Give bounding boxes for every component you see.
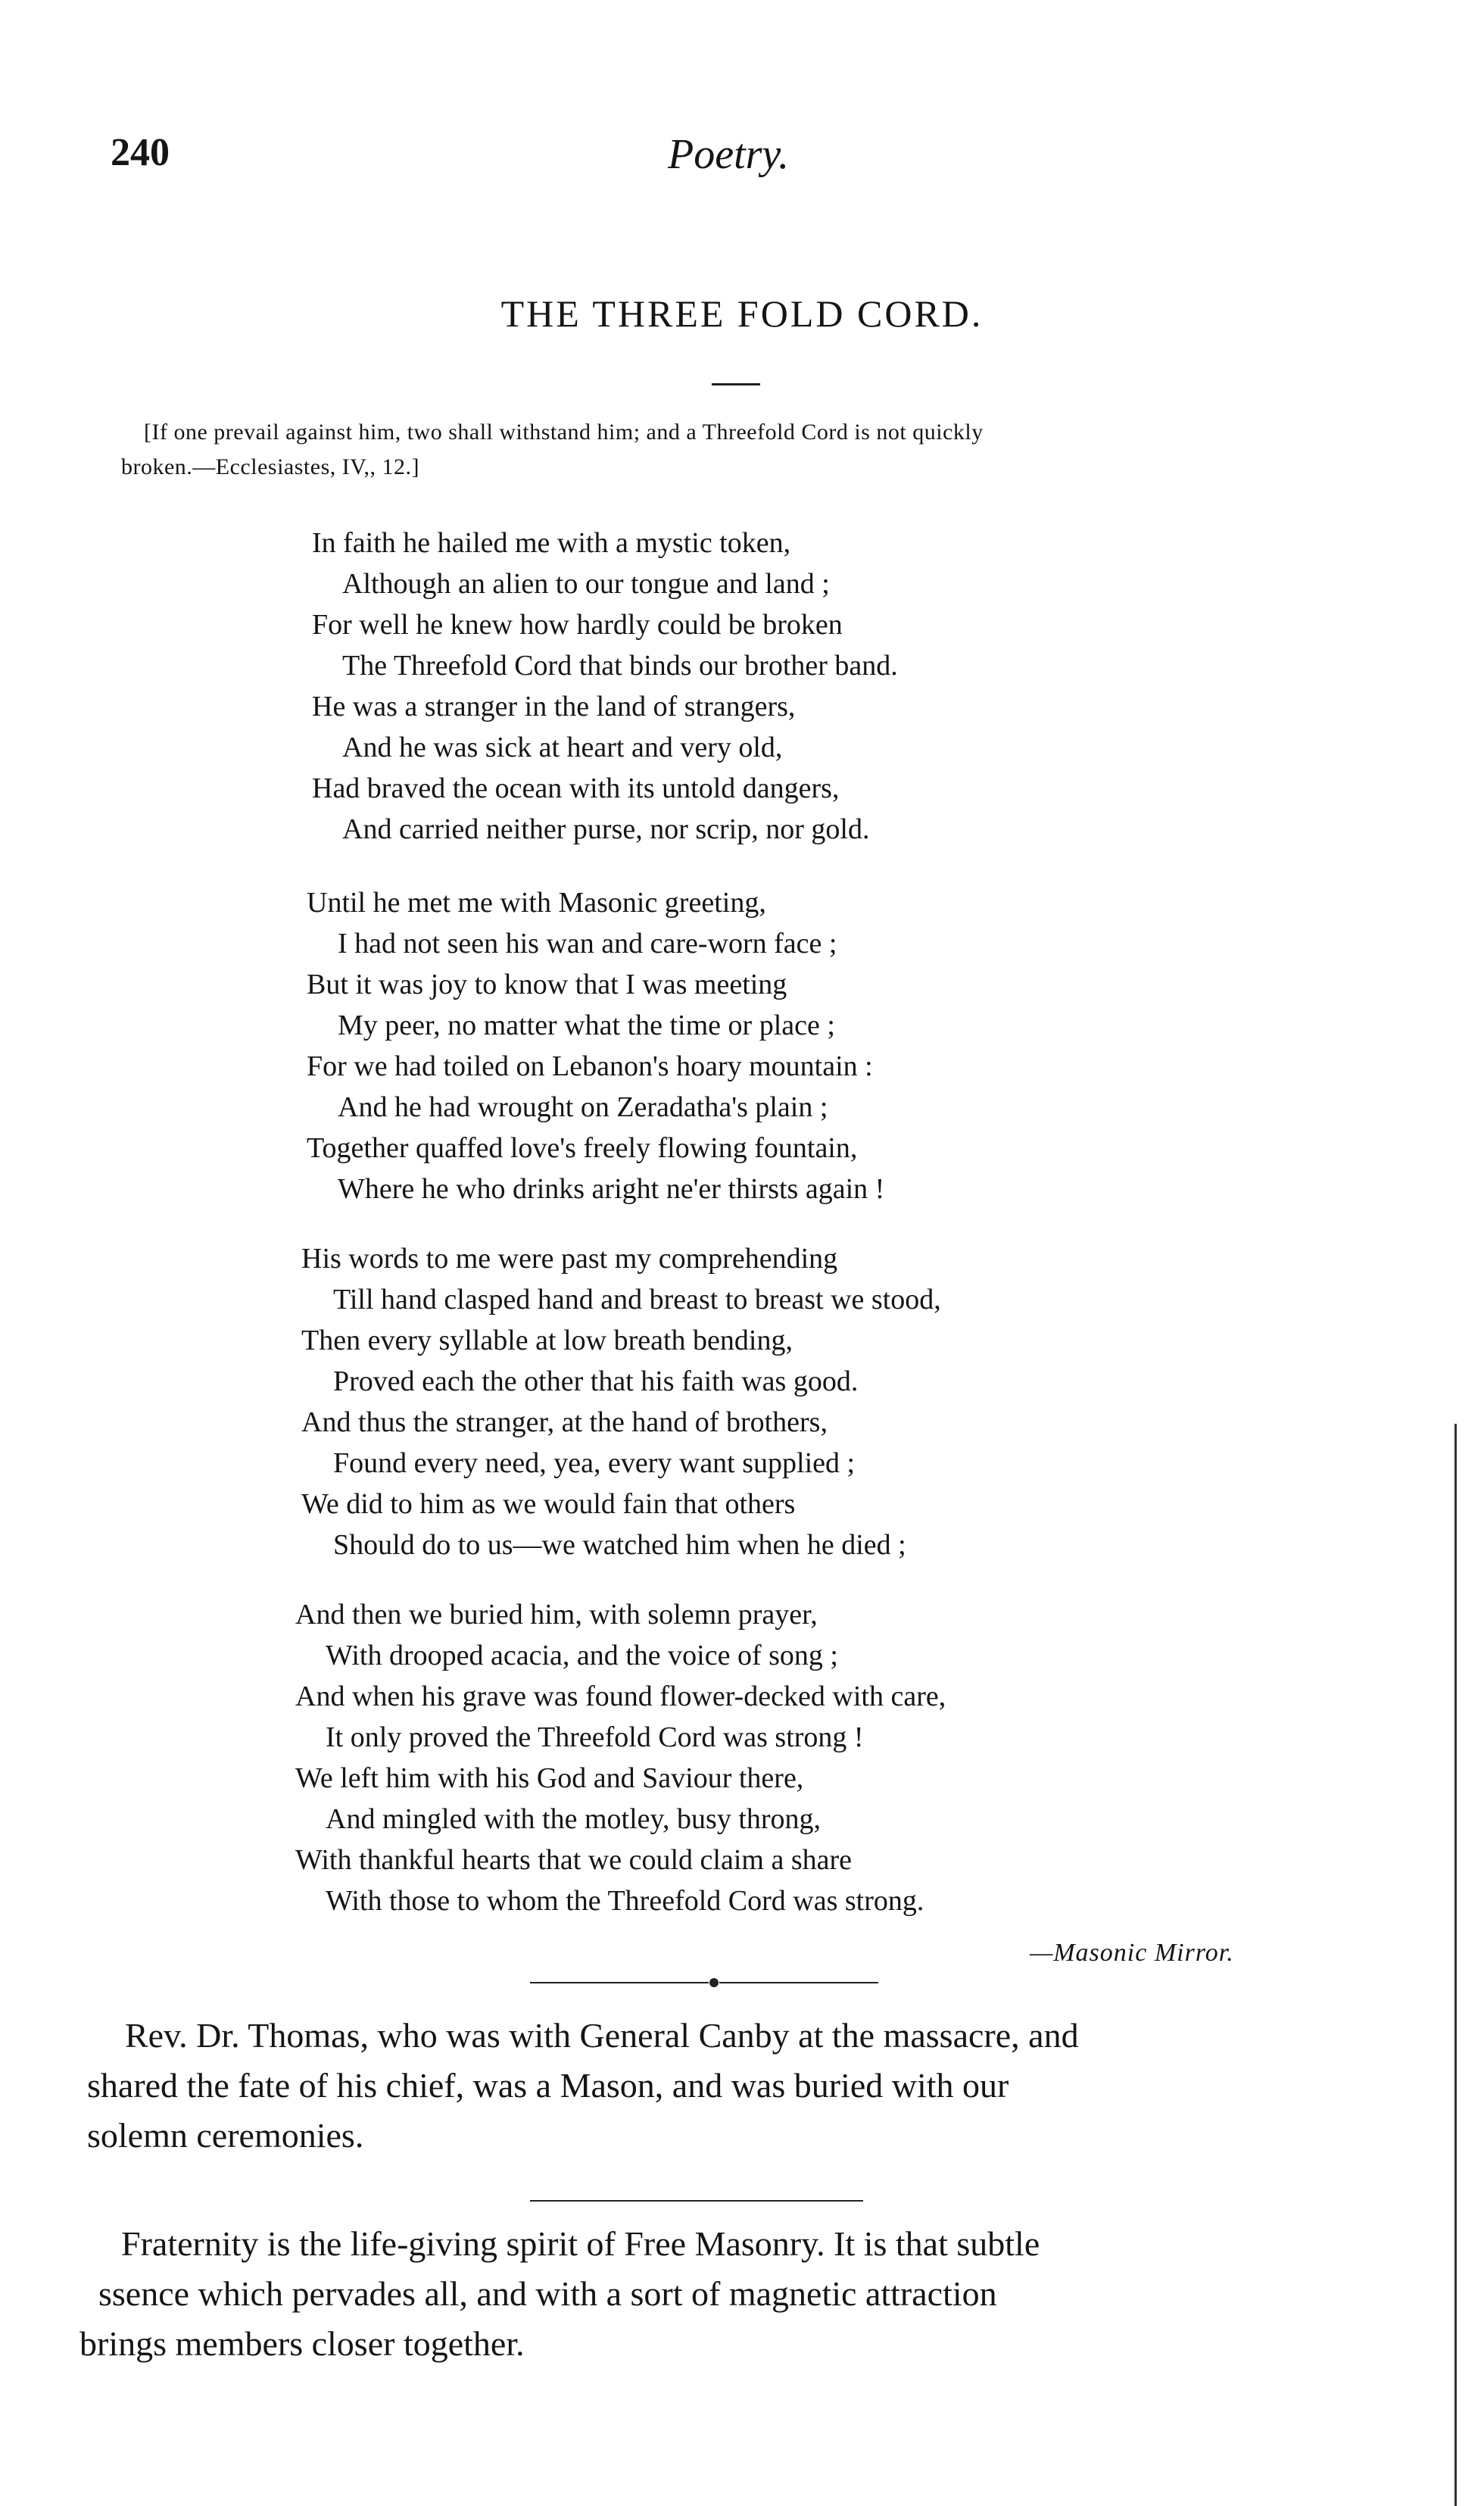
poem-line: But it was joy to know that I was meeting bbox=[307, 969, 787, 1000]
epigraph-line: [If one prevail against him, two shall withstand him; and a Threefold Cord is not quickly bbox=[144, 420, 984, 445]
poem-line: Found every need, yea, every want supplied ; bbox=[333, 1447, 856, 1479]
poem-line: With drooped acacia, and the voice of song ; bbox=[326, 1640, 838, 1671]
poem-line: And he was sick at heart and very old, bbox=[342, 732, 783, 763]
poem-line: Together quaffed love's freely flowing fountain, bbox=[307, 1132, 858, 1164]
poem-line: And thus the stranger, at the hand of brothers, bbox=[301, 1406, 828, 1438]
note-line: Fraternity is the life-giving spirit of Free Masonry. It is that subtle bbox=[121, 2224, 1040, 2263]
poem-line: It only proved the Threefold Cord was strong ! bbox=[326, 1721, 864, 1753]
epigraph bbox=[121, 415, 1370, 485]
poem-line: Should do to us—we watched him when he died ; bbox=[333, 1529, 906, 1561]
poem-line: And carried neither purse, nor scrip, nor gold. bbox=[342, 813, 870, 845]
ornament-dot bbox=[709, 1978, 719, 1987]
poem-attribution: —Masonic Mirror. bbox=[1030, 1939, 1234, 1967]
poem-line: With thankful hearts that we could claim a share bbox=[295, 1844, 852, 1876]
note-paragraph-1 bbox=[87, 2011, 1079, 2161]
note-line: brings members closer together. bbox=[80, 2324, 525, 2363]
poem-line: I had not seen his wan and care-worn face ; bbox=[338, 928, 837, 960]
poem-line: And when his grave was found flower-decked with care, bbox=[295, 1681, 946, 1712]
poem-line: And mingled with the motley, busy throng, bbox=[326, 1803, 822, 1835]
poem-line: In faith he hailed me with a mystic token, bbox=[312, 527, 791, 559]
title-rule bbox=[712, 383, 760, 385]
note-paragraph-2 bbox=[80, 2219, 1040, 2369]
poem-line: His words to me were past my comprehending bbox=[301, 1243, 838, 1275]
poem-line: Had braved the ocean with its untold dangers, bbox=[312, 772, 840, 804]
epigraph-line: broken.—Ecclesiastes, IV,, 12.] bbox=[121, 454, 420, 479]
poem-line: For well he knew how hardly could be broken bbox=[312, 609, 843, 641]
poem-line: For we had toiled on Lebanon's hoary mountain : bbox=[307, 1050, 873, 1082]
poem-line: Although an alien to our tongue and land ; bbox=[342, 568, 830, 600]
page-number: 240 bbox=[111, 131, 170, 174]
poem-line: The Threefold Cord that binds our brother band. bbox=[342, 650, 898, 682]
poem-line: And he had wrought on Zeradatha's plain ; bbox=[338, 1091, 828, 1123]
poem-line: He was a stranger in the land of strangers, bbox=[312, 691, 796, 722]
page-edge-rule bbox=[1454, 1424, 1457, 2506]
note-line: shared the fate of his chief, was a Mason, and was buried with our bbox=[87, 2066, 1009, 2105]
poem-line: My peer, no matter what the time or place ; bbox=[338, 1010, 835, 1041]
note-line: ssence which pervades all, and with a sort of magnetic attraction bbox=[98, 2274, 997, 2313]
poem-line: Till hand clasped hand and breast to breast we stood, bbox=[333, 1284, 941, 1315]
poem-line: Where he who drinks aright ne'er thirsts again ! bbox=[338, 1173, 885, 1205]
note-line: Rev. Dr. Thomas, who was with General Canby at the massacre, and bbox=[125, 2016, 1079, 2055]
poem-line: Then every syllable at low breath bending, bbox=[301, 1325, 793, 1356]
poem-line: With those to whom the Threefold Cord was strong. bbox=[326, 1885, 924, 1917]
poem-line: Proved each the other that his faith was good. bbox=[333, 1365, 859, 1397]
running-head: Poetry. bbox=[668, 131, 790, 178]
poem-line: Until he met me with Masonic greeting, bbox=[307, 887, 766, 919]
ornament-rule-left bbox=[530, 1982, 709, 1983]
note-divider bbox=[530, 2200, 863, 2202]
poem-line: We did to him as we would fain that others bbox=[301, 1488, 796, 1520]
poem-line: And then we buried him, with solemn prayer, bbox=[295, 1599, 818, 1631]
ornament-rule-right bbox=[719, 1982, 878, 1983]
poem-title: THE THREE FOLD CORD. bbox=[500, 292, 984, 335]
note-line: solemn ceremonies. bbox=[87, 2116, 364, 2155]
poem-line: We left him with his God and Saviour there, bbox=[295, 1762, 804, 1794]
